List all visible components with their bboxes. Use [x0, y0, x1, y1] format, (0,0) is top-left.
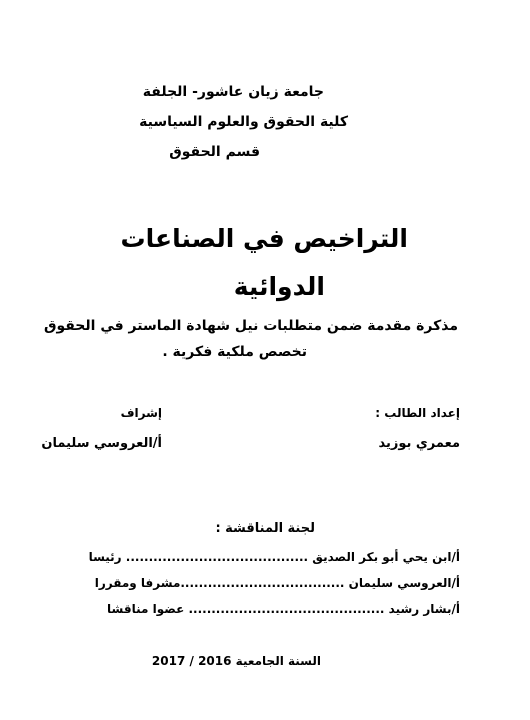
thesis-subtitle-line-1: مذكرة مقدمة ضمن متطلبات نيل شهادة الماستر في الحقوق: [43, 318, 458, 334]
jury-heading: لجنة المناقشة :: [215, 521, 315, 536]
university-name: جامعة زيان عاشور- الجلفة: [142, 84, 324, 100]
thesis-subtitle-line-2: تخصص ملكية فكرية .: [162, 344, 307, 360]
thesis-title-line-2: الدوائية: [233, 272, 325, 301]
student-name: معمري بوزيد: [378, 436, 460, 451]
thesis-title-line-1: التراخيص في الصناعات: [120, 224, 408, 253]
jury-member-supervisor: أ/العروسي سليمان ....................................مشرفا ومقررا: [94, 576, 460, 590]
academic-year: السنة الجامعية 2016 / 2017: [151, 654, 321, 668]
student-label: إعداد الطالب :: [375, 406, 460, 420]
faculty-name: كلية الحقوق والعلوم السياسية: [139, 114, 348, 130]
supervisor-label: إشراف: [120, 406, 162, 420]
department-name: قسم الحقوق: [169, 144, 260, 160]
jury-member-president: أ/ابن يحي أبو بكر الصديق ........................................ رئيسا: [88, 550, 460, 564]
supervisor-name: أ/العروسي سليمان: [41, 436, 162, 451]
jury-member-examiner: أ/بشار رشيد ........................................... عضوا مناقشا: [107, 602, 460, 616]
